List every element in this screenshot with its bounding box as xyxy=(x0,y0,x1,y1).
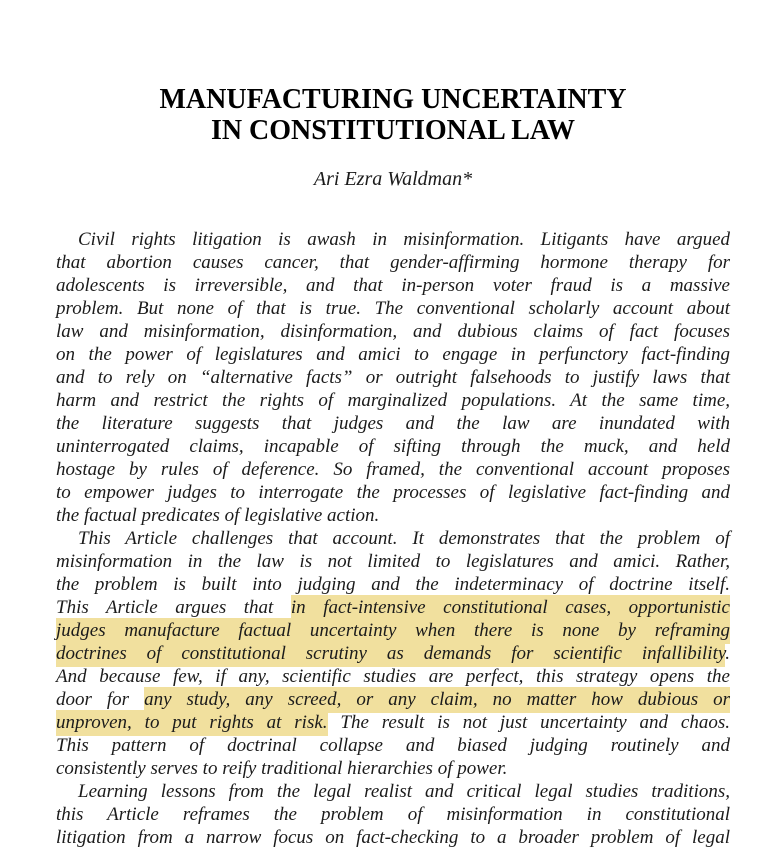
text-line xyxy=(56,803,730,826)
text-line xyxy=(56,412,730,435)
text-line xyxy=(56,366,730,389)
text-segment: . xyxy=(725,643,730,664)
text-line xyxy=(56,481,730,504)
text-line xyxy=(56,458,730,481)
text-segment: this Article reframes the problem of misinformation in constitutional xyxy=(56,804,730,825)
highlighted-text: doctrines of constitutional scrutiny as demands for scientific infallibility xyxy=(56,641,725,667)
title-line-1: MANUFACTURING UNCERTAINTY xyxy=(159,84,627,115)
text-segment: door for xyxy=(56,689,145,710)
text-line xyxy=(56,642,730,665)
text-segment: litigation from a narrow focus on fact-checking to a broader problem of legal xyxy=(56,827,730,848)
text-segment: And because few, if any, scientific studies are perfect, this strategy opens the xyxy=(56,666,730,687)
text-line xyxy=(56,320,730,343)
text-segment: problem. But none of that is true. The conventional scholarly account about xyxy=(56,298,730,319)
text-line xyxy=(56,573,730,596)
text-line xyxy=(56,711,730,734)
text-segment: and to rely on “alternative facts” or outright falsehoods to justify laws that xyxy=(56,367,730,388)
text-line xyxy=(56,527,730,550)
text-segment: This Article challenges that account. It demonstrates that the problem of xyxy=(78,528,730,549)
text-segment: harm and restrict the rights of marginalized populations. At the same time, xyxy=(56,390,730,411)
text-segment: consistently serves to reify traditional hierarchies of power. xyxy=(56,758,508,779)
highlighted-text: in fact-intensive constitutional cases, opportunistic xyxy=(291,595,730,621)
paragraph xyxy=(56,228,730,527)
author-byline: Ari Ezra Waldman* xyxy=(313,168,473,190)
text-segment: the literature suggests that judges and the law are inundated with xyxy=(56,413,730,434)
highlighted-text: judges manufacture factual uncertainty when there is none by reframing xyxy=(56,618,730,644)
text-line xyxy=(56,780,730,803)
text-line xyxy=(56,251,730,274)
text-line xyxy=(56,734,730,757)
text-line xyxy=(56,504,730,527)
text-line xyxy=(56,619,730,642)
text-segment: hostage by rules of deference. So framed, the conventional account proposes xyxy=(56,459,730,480)
text-segment: to empower judges to interrogate the processes of legislative fact-finding and xyxy=(56,482,730,503)
text-line xyxy=(56,550,730,573)
paragraph xyxy=(56,527,730,780)
article-body xyxy=(56,228,730,849)
text-segment: uninterrogated claims, incapable of sifting through the muck, and held xyxy=(56,436,730,457)
text-segment: misinformation in the law is not limited to legislatures and amici. Rather, xyxy=(56,551,730,572)
paragraph xyxy=(56,780,730,849)
text-segment: The result is not just uncertainty and chaos. xyxy=(327,712,730,733)
text-segment: law and misinformation, disinformation, and dubious claims of fact focuses xyxy=(56,321,730,342)
highlighted-text: unproven, to put rights at risk. xyxy=(56,710,328,736)
highlighted-text: any study, any screed, or any claim, no matter how dubious or xyxy=(144,687,730,713)
text-segment: the problem is built into judging and the indeterminacy of doctrine itself. xyxy=(56,574,730,595)
title-line-2: IN CONSTITUTIONAL LAW xyxy=(210,115,576,146)
text-line xyxy=(56,297,730,320)
text-line xyxy=(56,274,730,297)
text-segment: on the power of legislatures and amici to engage in perfunctory fact-finding xyxy=(56,344,730,365)
text-segment: that abortion causes cancer, that gender-affirming hormone therapy for xyxy=(56,252,730,273)
text-segment: Learning lessons from the legal realist and critical legal studies traditions, xyxy=(78,781,730,802)
text-line xyxy=(56,596,730,619)
text-line xyxy=(56,343,730,366)
text-segment: This Article argues that xyxy=(56,597,291,618)
text-line xyxy=(56,688,730,711)
text-line xyxy=(56,389,730,412)
text-segment: This pattern of doctrinal collapse and biased judging routinely and xyxy=(56,735,730,756)
text-line xyxy=(56,228,730,251)
text-line xyxy=(56,826,730,849)
article-title xyxy=(56,84,730,146)
text-segment: Civil rights litigation is awash in misinformation. Litigants have argued xyxy=(78,229,730,250)
text-line xyxy=(56,435,730,458)
text-segment: the factual predicates of legislative action. xyxy=(56,505,380,526)
text-segment: adolescents is irreversible, and that in-person voter fraud is a massive xyxy=(56,275,730,296)
text-line xyxy=(56,665,730,688)
text-line xyxy=(56,757,730,780)
